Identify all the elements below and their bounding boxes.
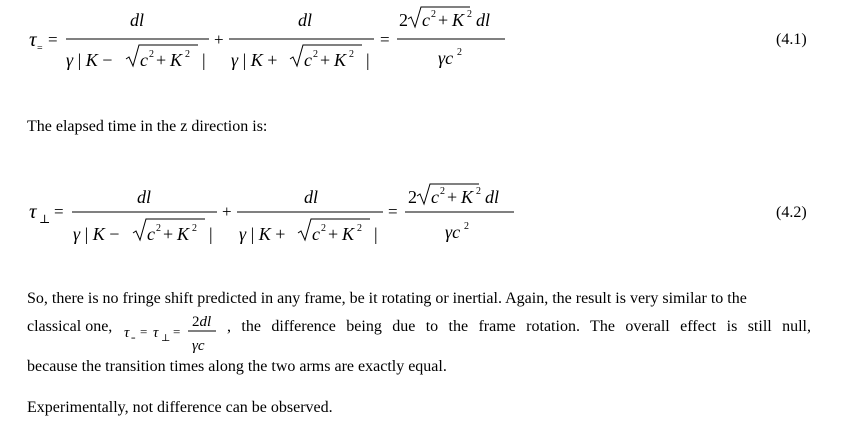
svg-text:2: 2 [440, 186, 445, 197]
result-numerator: 2 [408, 187, 417, 207]
term1-denominator: γ | K − [66, 50, 113, 70]
equation-4-1 [0, 0, 861, 80]
tau-subscript-perp: ⊥ [39, 212, 51, 226]
svg-text:2: 2 [467, 9, 472, 20]
svg-text:+: + [438, 10, 449, 30]
inline-equation [124, 312, 240, 356]
tau-symbol: τ [29, 27, 37, 51]
svg-text:τ: τ [124, 325, 130, 341]
svg-text:2: 2 [313, 49, 318, 60]
svg-text:|: | [202, 50, 206, 70]
svg-text:=: = [131, 334, 136, 343]
plus-sign: + [222, 202, 232, 221]
paragraph-no-fringe-shift-line1: So, there is no fringe shift predicted in any frame, be it rotating or inertial. Again, the result is very similar to the [27, 290, 747, 307]
term1-denominator: γ | K − [73, 224, 120, 244]
svg-text:c: c [422, 10, 430, 30]
svg-text:2: 2 [464, 221, 469, 232]
svg-text:2: 2 [192, 223, 197, 234]
svg-text:c: c [140, 50, 148, 70]
svg-text:γc: γc [192, 338, 205, 354]
svg-text:2: 2 [349, 49, 354, 60]
equation-4-2-math [0, 172, 861, 252]
result-denominator: γc [438, 48, 454, 68]
equation-number-4-2: (4.2) [776, 204, 807, 221]
svg-text:K: K [334, 50, 347, 70]
svg-text:2: 2 [431, 9, 436, 20]
equation-number-4-1: (4.1) [776, 31, 807, 48]
svg-text:|: | [366, 50, 370, 70]
equals-sign: = [54, 202, 64, 221]
svg-text:2: 2 [321, 223, 326, 234]
paragraph-no-fringe-shift-line3: because the transition times along the two arms are exactly equal. [27, 358, 447, 375]
svg-text:2: 2 [185, 49, 190, 60]
paragraph-elapsed-time: The elapsed time in the z direction is: [27, 118, 268, 135]
svg-text:=: = [173, 324, 181, 339]
term2-numerator: dl [304, 187, 319, 207]
term2-numerator: dl [298, 10, 313, 30]
svg-text:+: + [447, 187, 458, 207]
svg-text:2dl: 2dl [192, 314, 212, 330]
equals-sign-2: = [380, 30, 390, 49]
svg-text:K: K [170, 50, 183, 70]
result-denominator: γc [445, 222, 461, 242]
svg-text:c: c [147, 224, 155, 244]
svg-text:2: 2 [149, 49, 154, 60]
tau-subscript-equals: = [37, 43, 43, 54]
result-numerator: 2 [399, 10, 408, 30]
svg-text:+: + [156, 50, 167, 70]
svg-text:K: K [177, 224, 190, 244]
svg-text:dl: dl [485, 187, 500, 207]
svg-text:K: K [461, 187, 474, 207]
difference-text: , the difference being due to the frame rotation. The overall effect is still null, [227, 318, 811, 335]
svg-text:τ: τ [153, 325, 159, 341]
svg-text:c: c [304, 50, 312, 70]
svg-text:dl: dl [476, 10, 491, 30]
svg-text:+: + [163, 224, 174, 244]
svg-text:c: c [431, 187, 439, 207]
tau-symbol: τ [29, 199, 37, 223]
svg-text:K: K [452, 10, 465, 30]
equals-sign-2: = [388, 202, 398, 221]
paragraph-experimentally: Experimentally, not difference can be observed. [27, 399, 333, 416]
term2-denominator: γ | K + [231, 50, 278, 70]
svg-text:c: c [312, 224, 320, 244]
term2-denominator: γ | K + [239, 224, 286, 244]
plus-sign: + [214, 30, 224, 49]
svg-text:2: 2 [357, 223, 362, 234]
classical-one-text: classical one, [27, 318, 113, 335]
svg-text:2: 2 [156, 223, 161, 234]
svg-text:2: 2 [457, 47, 462, 58]
svg-text:2: 2 [476, 186, 481, 197]
paragraph-no-fringe-shift-line2 [27, 312, 811, 356]
svg-text:|: | [209, 224, 213, 244]
svg-text:+: + [320, 50, 331, 70]
svg-text:|: | [374, 224, 378, 244]
svg-text:+: + [328, 224, 339, 244]
term1-numerator: dl [137, 187, 152, 207]
term1-numerator: dl [130, 10, 145, 30]
equals-sign: = [48, 30, 58, 49]
equation-4-1-math [0, 0, 861, 80]
svg-text:K: K [342, 224, 355, 244]
equation-4-2 [0, 172, 861, 252]
svg-text:=: = [140, 324, 148, 339]
svg-text:⊥: ⊥ [161, 333, 171, 344]
